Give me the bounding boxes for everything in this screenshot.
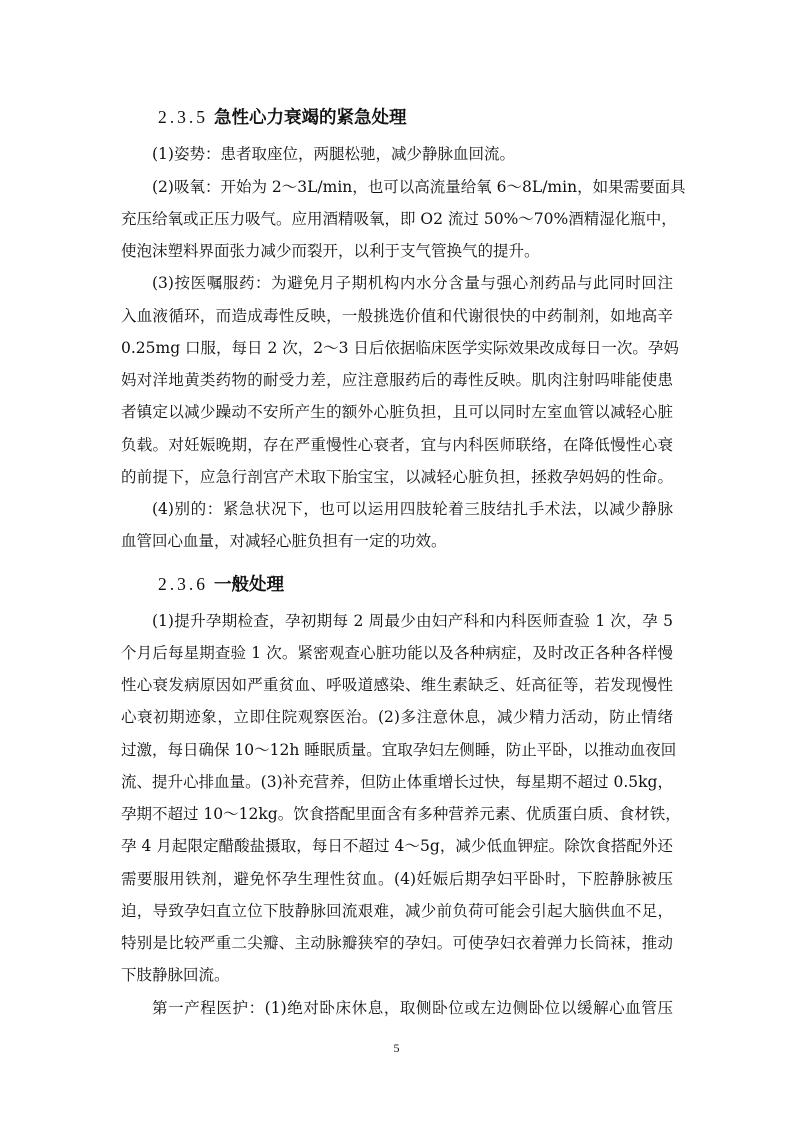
section-title: 一般处理 [214, 575, 284, 595]
paragraph-line: 需要服用铁剂，避免怀孕生理性贫血。(4)妊娠后期孕妇平卧时，下腔静脉被压 [121, 870, 673, 888]
paragraph-line: 者镇定以减少躁动不安所产生的额外心脏负担，且可以同时左室血管以减轻心脏 [121, 403, 673, 421]
paragraph-line: 0.25mg 口服，每日 2 次，2～3 日后依据临床医学实际效果改成每日一次。孕妈 [121, 339, 679, 357]
section-title: 急性心力衰竭的紧急处理 [214, 108, 407, 128]
paragraph-line: 妈对洋地黄类药物的耐受力差，应注意服药后的毒性反映。肌肉注射吗啡能使患 [121, 371, 673, 389]
paragraph-line: 第一产程医护：(1)绝对卧床休息，取侧卧位或左边侧卧位以缓解心血管压 [152, 999, 673, 1017]
paragraph-line: 充压给氧或正压力吸气。应用酒精吸氧，即 O2 流过 50%～70%酒精湿化瓶中， [121, 210, 677, 228]
paragraph-line: (1)提升孕期检查，孕初期每 2 周最少由妇产科和内科医师查验 1 次，孕 5 [152, 612, 673, 630]
page-number: 5 [393, 1041, 400, 1055]
section-heading-2-3-5 [158, 105, 407, 130]
paragraph-line: 心衰初期迹象，立即住院观察医治。(2)多注意休息，减少精力活动，防止情绪 [121, 708, 673, 726]
paragraph-line: 迫，导致孕妇直立位下肢静脉回流艰难，减少前负荷可能会引起大脑供血不足， [121, 902, 673, 920]
paragraph-line: 使泡沫塑料界面张力减少而裂开，以利于支气管换气的提升。 [121, 242, 540, 260]
paragraph-line: 的前提下，应急行剖宫产术取下胎宝宝，以减轻心脏负担，拯救孕妈妈的性命。 [121, 468, 673, 486]
paragraph-line: 下肢静脉回流。 [121, 966, 230, 984]
paragraph-line: 血管回心血量，对减轻心脏负担有一定的功效。 [121, 532, 447, 550]
paragraph-line: 流、提升心排血量。(3)补充营养，但防止体重增长过快，每星期不超过 0.5kg， [121, 773, 673, 791]
paragraph-line: 孕 4 月起限定醋酸盐摄取，每日不超过 4～5g，减少低血钾症。除饮食搭配外还 [121, 837, 673, 855]
paragraph-line: (1)姿势：患者取座位，两腿松驰，减少静脉血回流。 [152, 145, 515, 163]
section-number: 2.3.6 [158, 574, 208, 594]
paragraph-line: 个月后每星期查验 1 次。紧密观查心脏功能以及各种病症，及时改正各种各样慢 [121, 644, 673, 662]
section-heading-2-3-6 [158, 572, 284, 597]
paragraph-line: (4)别的：紧急状况下，也可以运用四肢轮着三肢结扎手术法，以减少静脉 [152, 500, 673, 518]
paragraph-line: (2)吸氧：开始为 2～3L/min，也可以高流量给氧 6～8L/min，如果需要面具 [152, 178, 686, 196]
paragraph-line: 过激，每日确保 10～12h 睡眠质量。宜取孕妇左侧睡，防止平卧，以推动血夜回 [121, 741, 677, 759]
paragraph-line: 性心衰发病原因如严重贫血、呼吸道感染、维生素缺乏、妊高征等，若发现慢性 [121, 676, 673, 694]
paragraph-line: 入血液循环，而造成毒性反映，一般挑选价值和代谢很快的中药制剂，如地高辛 [121, 307, 673, 325]
paragraph-line: 负载。对妊娠晚期，存在严重慢性心衰者，宜与内科医师联络，在降低慢性心衰 [121, 436, 673, 454]
paragraph-line: 特别是比较严重二尖瓣、主动脉瓣狭窄的孕妇。可使孕妇衣着弹力长筒袜，推动 [121, 934, 673, 952]
section-number: 2.3.5 [158, 107, 208, 127]
paragraph-line: (3)按医嘱服药：为避免月子期机构内水分含量与强心剂药品与此同时回注 [152, 274, 673, 292]
paragraph-line: 孕期不超过 10～12kg。饮食搭配里面含有多种营养元素、优质蛋白质、食材铁， [121, 805, 681, 823]
